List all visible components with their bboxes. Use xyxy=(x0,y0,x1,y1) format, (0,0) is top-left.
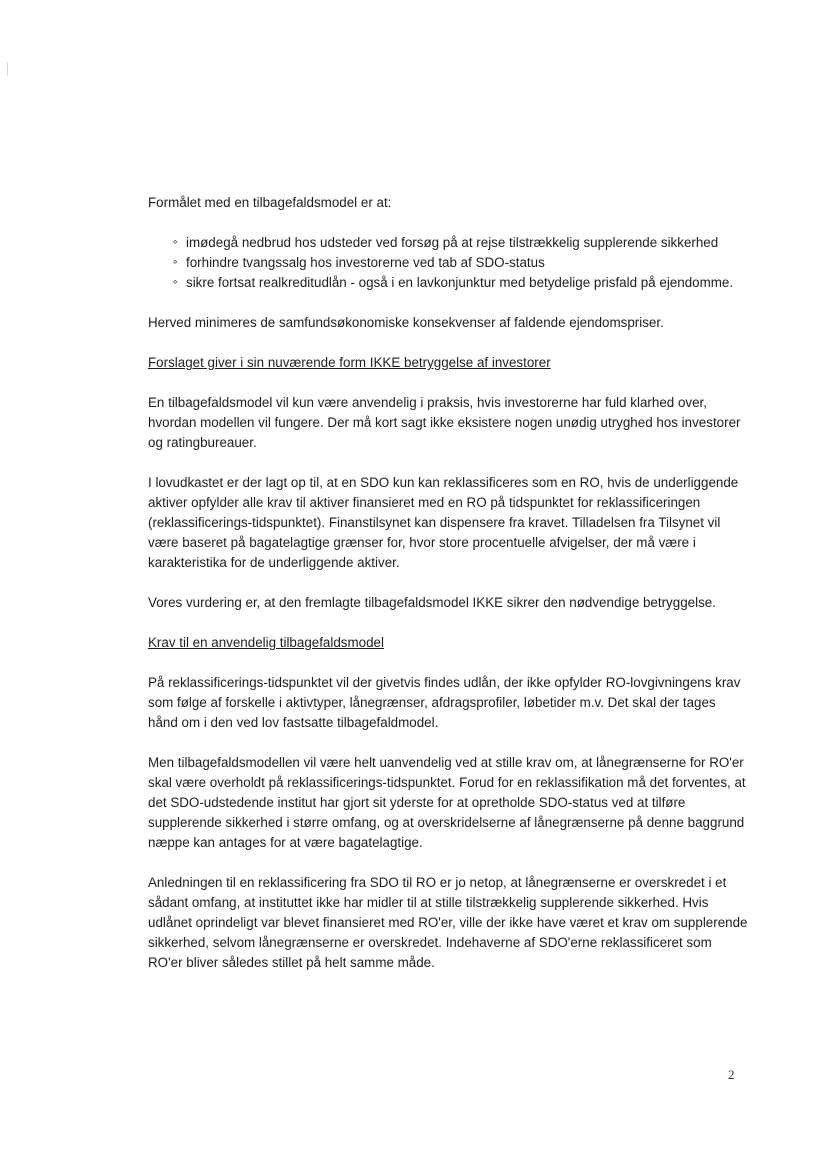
model-paragraph: En tilbagefaldsmodel vil kun være anvendelig i praksis, hvis investorerne har fuld klarhed over, hvordan modellen vil fungere. Der må kort sagt ikke eksistere nogen unødig utryghed hos investorer og ratingbureauer. xyxy=(148,395,741,450)
minimize-paragraph: Herved minimeres de samfundsøkonomiske konsekvenser af faldende ejendomspriser. xyxy=(148,315,664,330)
document-body xyxy=(148,193,748,993)
list-item xyxy=(148,253,748,273)
bullet-icon: ∘ xyxy=(172,257,179,268)
goals-list xyxy=(148,233,748,293)
scan-edge-mark xyxy=(7,62,8,76)
occasion-paragraph: Anledningen til en reklassificering fra SDO til RO er jo netop, at lånegrænserne er overskredet i et sådant omfang, at instituttet ikke har midler til at stille tilstrækkelig supplerende sikkerhed. Hvis udlånet oprindeligt var blevet finansieret med RO'er, ville der ikke have været et krav om supplerende sikkerhed, selvom lånegrænserne er overskredet. Indehaverne af SDO'erne reklassificeret som RO'er bliver således stillet på helt samme måde. xyxy=(148,875,748,970)
section-heading-requirements: Krav til en anvendelig tilbagefaldsmodel xyxy=(148,635,384,650)
list-item-text: imødegå nedbrud hos udsteder ved forsøg på at rejse tilstrækkelig supplerende sikkerhed xyxy=(186,235,719,250)
list-item-text: sikre fortsat realkreditudlån - også i en lavkonjunktur med betydelige prisfald på ejendomme. xyxy=(186,275,734,290)
section-heading-investors: Forslaget giver i sin nuværende form IKKE betryggelse af investorer xyxy=(148,355,551,370)
assessment-paragraph: Vores vurdering er, at den fremlagte tilbagefaldsmodel IKKE sikrer den nødvendige betryggelse. xyxy=(148,595,716,610)
reclassification-paragraph: På reklassificerings-tidspunktet vil der givetvis findes udlån, der ikke opfylder RO-lovgivningens krav som følge af forskelle i aktivtyper, lånegrænser, afdragsprofiler, løbetider m.v. Det skal der tages hånd om i den ved lov fastsatte tilbagefaldmodel. xyxy=(148,675,741,730)
intro-paragraph: Formålet med en tilbagefaldsmodel er at: xyxy=(148,195,392,210)
lovudkast-paragraph: I lovudkastet er der lagt op til, at en SDO kun kan reklassificeres som en RO, hvis de underliggende aktiver opfylder alle krav til aktiver finansieret med en RO på tidspunktet for reklassificeringen (reklassificerings-tidspunktet). Finanstilsynet kan dispensere fra kravet. Tilladelsen fra Tilsynet vil være baseret på bagatelagtige grænser for, hvor store procentuelle afvigelser, der må være i karakteristika for de underliggende aktiver. xyxy=(148,475,739,570)
list-item-text: forhindre tvangssalg hos investorerne ved tab af SDO-status xyxy=(186,255,545,270)
bullet-icon: ∘ xyxy=(172,277,179,288)
bullet-icon: ∘ xyxy=(172,237,179,248)
unusable-paragraph: Men tilbagefaldsmodellen vil være helt uanvendelig ved at stille krav om, at lånegrænserne for RO'er skal være overholdt på reklassificerings-tidspunktet. Forud for en reklassifikation må det forventes, at det SDO-udstedende institut har gjort sit yderste for at opretholde SDO-status ved at tilføre supplerende sikkerhed i større omfang, og at overskridelserne af lånegrænserne på denne baggrund næppe kan antages for at være bagatelagtige. xyxy=(148,755,746,850)
list-item xyxy=(148,233,748,253)
list-item xyxy=(148,273,748,293)
page-number: 2 xyxy=(728,1067,735,1082)
